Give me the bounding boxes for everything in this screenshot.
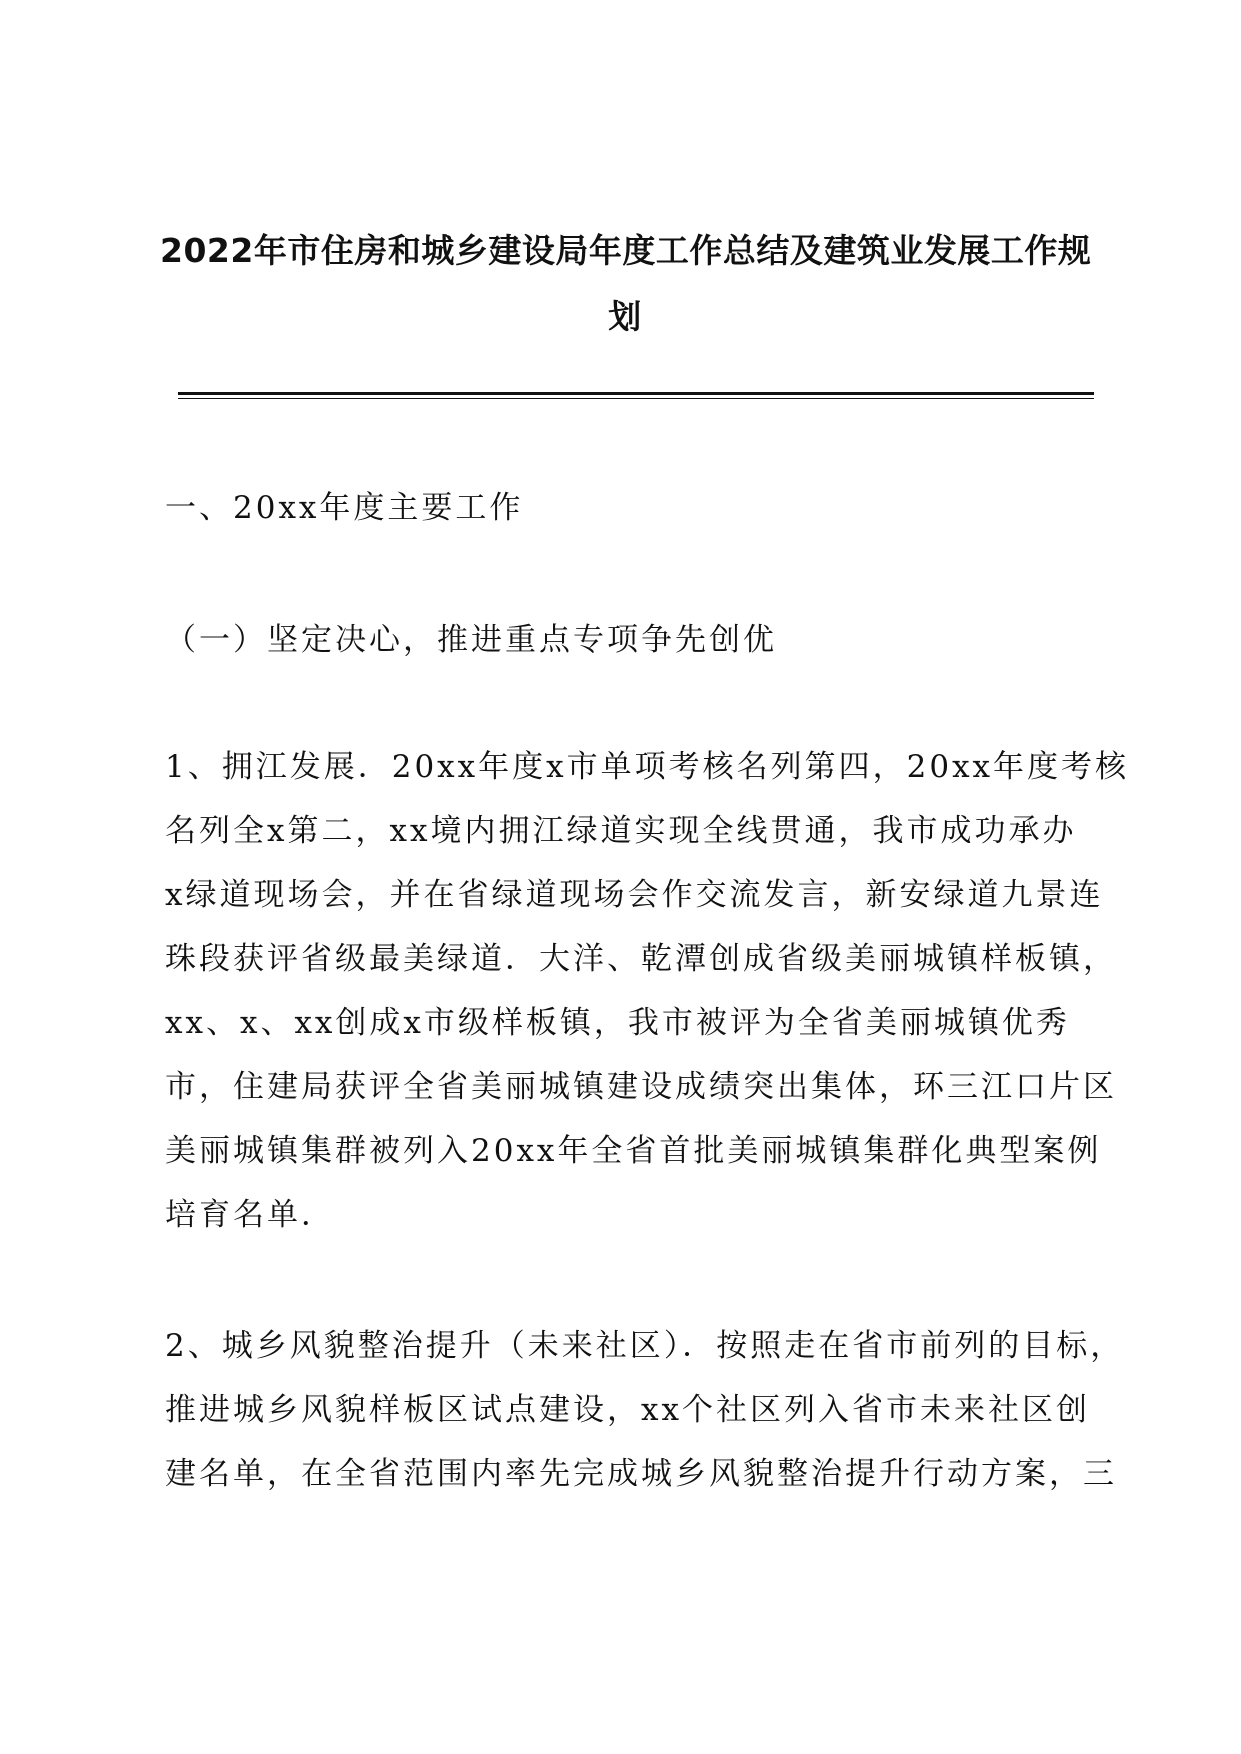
title-divider-thick	[178, 392, 1094, 395]
title-line: 2022年市住房和城乡建设局年度工作总结及建筑业发展工作规	[160, 231, 1092, 270]
document-title	[160, 218, 1090, 350]
paragraph-line: 市，住建局获评全省美丽城镇建设成绩突出集体，环三江口片区	[165, 1069, 1117, 1105]
paragraph-item-2	[165, 1314, 1125, 1506]
paragraph-line: 珠段获评省级最美绿道．大洋、乾潭创成省级美丽城镇样板镇，	[165, 941, 1117, 977]
paragraph-line: 名列全x第二，xx境内拥江绿道实现全线贯通，我市成功承办	[165, 813, 1077, 849]
paragraph-line: x绿道现场会，并在省绿道现场会作交流发言，新安绿道九景连	[165, 877, 1104, 913]
title-divider-thin	[178, 398, 1094, 399]
paragraph-line: 美丽城镇集群被列入20xx年全省首批美丽城镇集群化典型案例	[165, 1133, 1102, 1169]
subsection-heading: （一）坚定决心，推进重点专项争先创优	[165, 622, 777, 658]
paragraph-line: 推进城乡风貌样板区试点建设，xx个社区列入省市未来社区创	[165, 1392, 1090, 1428]
section-heading: 一、20xx年度主要工作	[165, 490, 524, 526]
paragraph-line: xx、x、xx创成x市级样板镇，我市被评为全省美丽城镇优秀	[165, 1005, 1070, 1041]
paragraph-line: 2、城乡风貌整治提升（未来社区）．按照走在省市前列的目标，	[165, 1328, 1125, 1364]
title-line: 划	[608, 297, 642, 336]
paragraph-item-1	[165, 735, 1130, 1247]
paragraph-line: 培育名单．	[165, 1197, 335, 1233]
paragraph-line: 1、拥江发展．20xx年度x市单项考核名列第四，20xx年度考核	[165, 749, 1130, 785]
paragraph-line: 建名单，在全省范围内率先完成城乡风貌整治提升行动方案，三	[165, 1456, 1117, 1492]
